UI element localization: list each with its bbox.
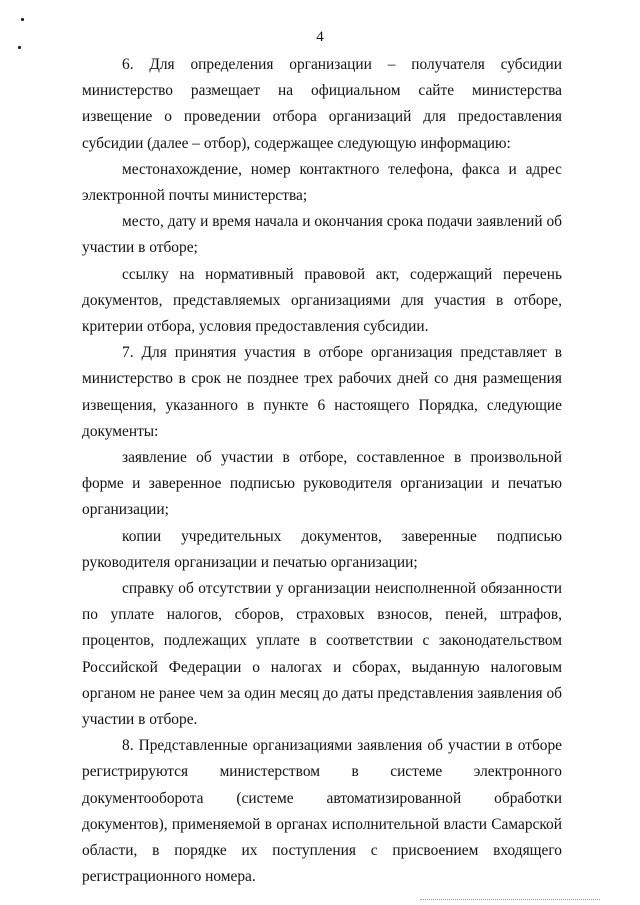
list-item-contacts: местонахождение, номер контактного телефона, факса и адрес электронной почты министерства; <box>82 160 562 205</box>
scan-mark <box>18 46 21 49</box>
page-number: 4 <box>316 29 324 45</box>
paragraph-7: 7. Для принятия участия в отборе организация представляет в министерство в срок не позднее трех рабочих дней со дня размещения извещения, указанного в пункте 6 настоящего Порядка, следующие документы: <box>82 344 562 440</box>
list-item-charter-copies: копии учредительных документов, заверенные подписью руководителя организации и печатью организации; <box>82 527 562 571</box>
list-item-dates: место, дату и время начала и окончания срока подачи заявлений об участии в отборе; <box>82 213 562 257</box>
list-item-application: заявление об участии в отборе, составленное в произвольной форме и заверенное подписью руководителя организации и печатью организации; <box>82 449 562 519</box>
list-item-legal-act: ссылку на нормативный правовой акт, содержащий перечень документов, представляемых организациями для участия в отборе, критерии отбора, условия предоставления субсидии. <box>82 265 562 336</box>
paragraph-8: 8. Представленные организациями заявления об участии в отборе регистрируются министерством в системе электронного документооборота (системе автоматизированной обработки документов), применяемой в органах исполнительной власти Самарской области, в порядке их поступления с присвоением входящего регистрационного номера. <box>82 737 562 886</box>
footer-divider <box>420 899 600 901</box>
scan-mark <box>21 18 24 21</box>
paragraph-6: 6. Для определения организации – получателя субсидии министерство размещает на официальном сайте министерства извещение о проведении отбора организаций для предоставления субсидии (далее – отбор), содержащее следующую информацию: <box>82 56 562 152</box>
list-item-tax-certificate: справку об отсутствии у организации неисполненной обязанности по уплате налогов, сборов, страховых взносов, пеней, штрафов, процентов, подлежащих уплате в соответствии с законодательством Российской Федерации о налогах и сборах, выданную налоговым органом не ранее чем за один месяц до даты представления заявления об участии в отборе. <box>82 580 562 729</box>
document-body <box>82 52 562 891</box>
